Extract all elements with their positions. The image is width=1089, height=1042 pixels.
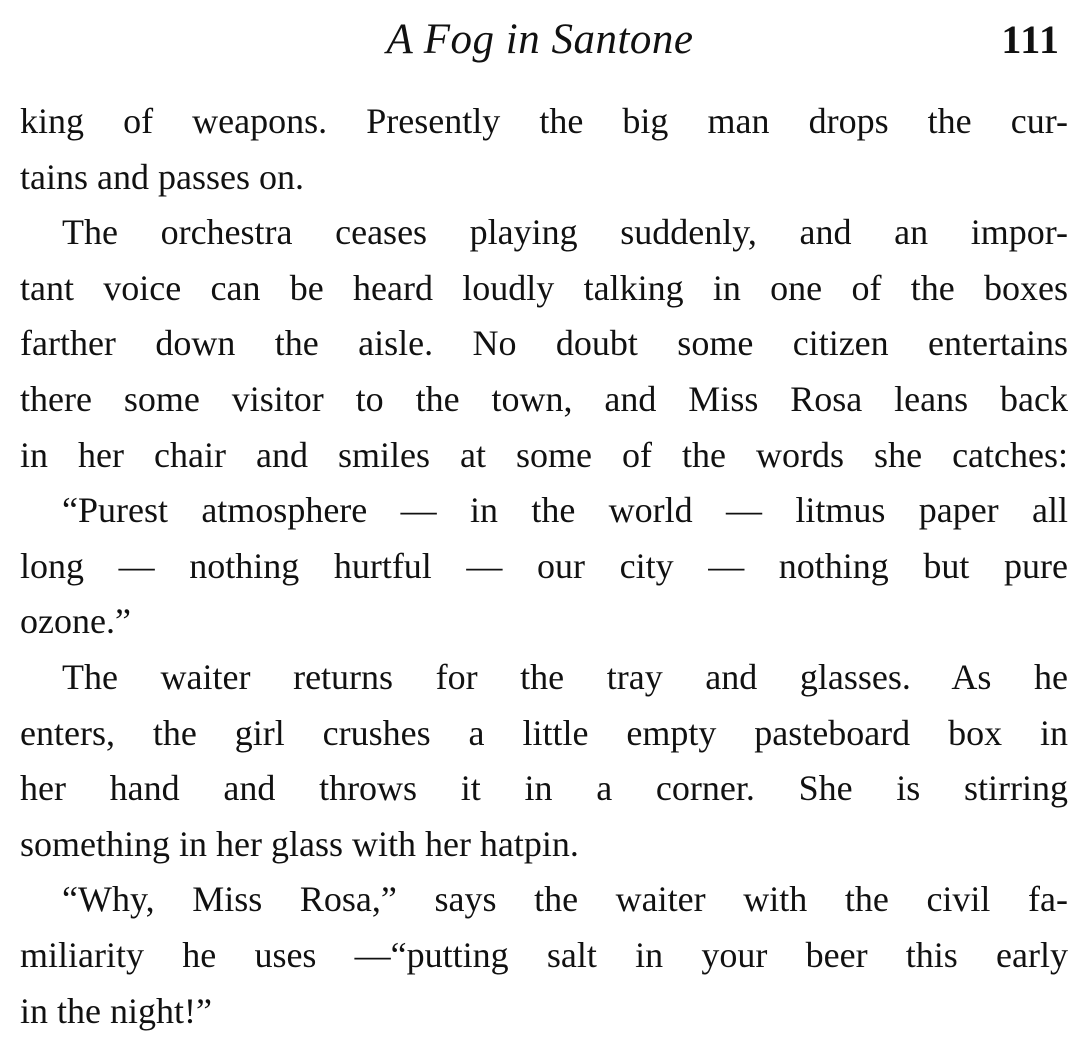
running-title: A Fog in Santone <box>386 16 694 63</box>
text-line: ozone.” <box>20 601 131 642</box>
running-head <box>20 12 1060 72</box>
text-line: tains and passes on. <box>20 156 304 197</box>
text-line: The waiter returns for the tray and glasses. As he <box>62 656 1068 697</box>
body-text <box>20 94 1068 1039</box>
text-line: miliarity he uses —“putting salt in your beer this early <box>20 934 1068 975</box>
text-line: her hand and throws it in a corner. She is stirring <box>20 768 1068 809</box>
text-line: something in her glass with her hatpin. <box>20 823 579 864</box>
text-line: “Why, Miss Rosa,” says the waiter with the civil fa- <box>62 879 1068 920</box>
page-number: 111 <box>1001 17 1060 62</box>
text-line: tant voice can be heard loudly talking in one of the boxes <box>20 267 1068 308</box>
text-line: in the night!” <box>20 990 212 1031</box>
text-line: there some visitor to the town, and Miss Rosa leans back <box>20 378 1068 419</box>
text-line: king of weapons. Presently the big man drops the cur- <box>20 101 1068 141</box>
text-line: farther down the aisle. No doubt some citizen entertains <box>20 323 1068 364</box>
text-line: enters, the girl crushes a little empty pasteboard box in <box>20 712 1068 753</box>
text-line: The orchestra ceases playing suddenly, and an impor- <box>62 212 1068 253</box>
text-line: “Purest atmosphere — in the world — litmus paper all <box>62 490 1068 531</box>
text-line: long — nothing hurtful — our city — nothing but pure <box>20 545 1068 586</box>
text-line: in her chair and smiles at some of the words she catches: <box>20 434 1068 475</box>
